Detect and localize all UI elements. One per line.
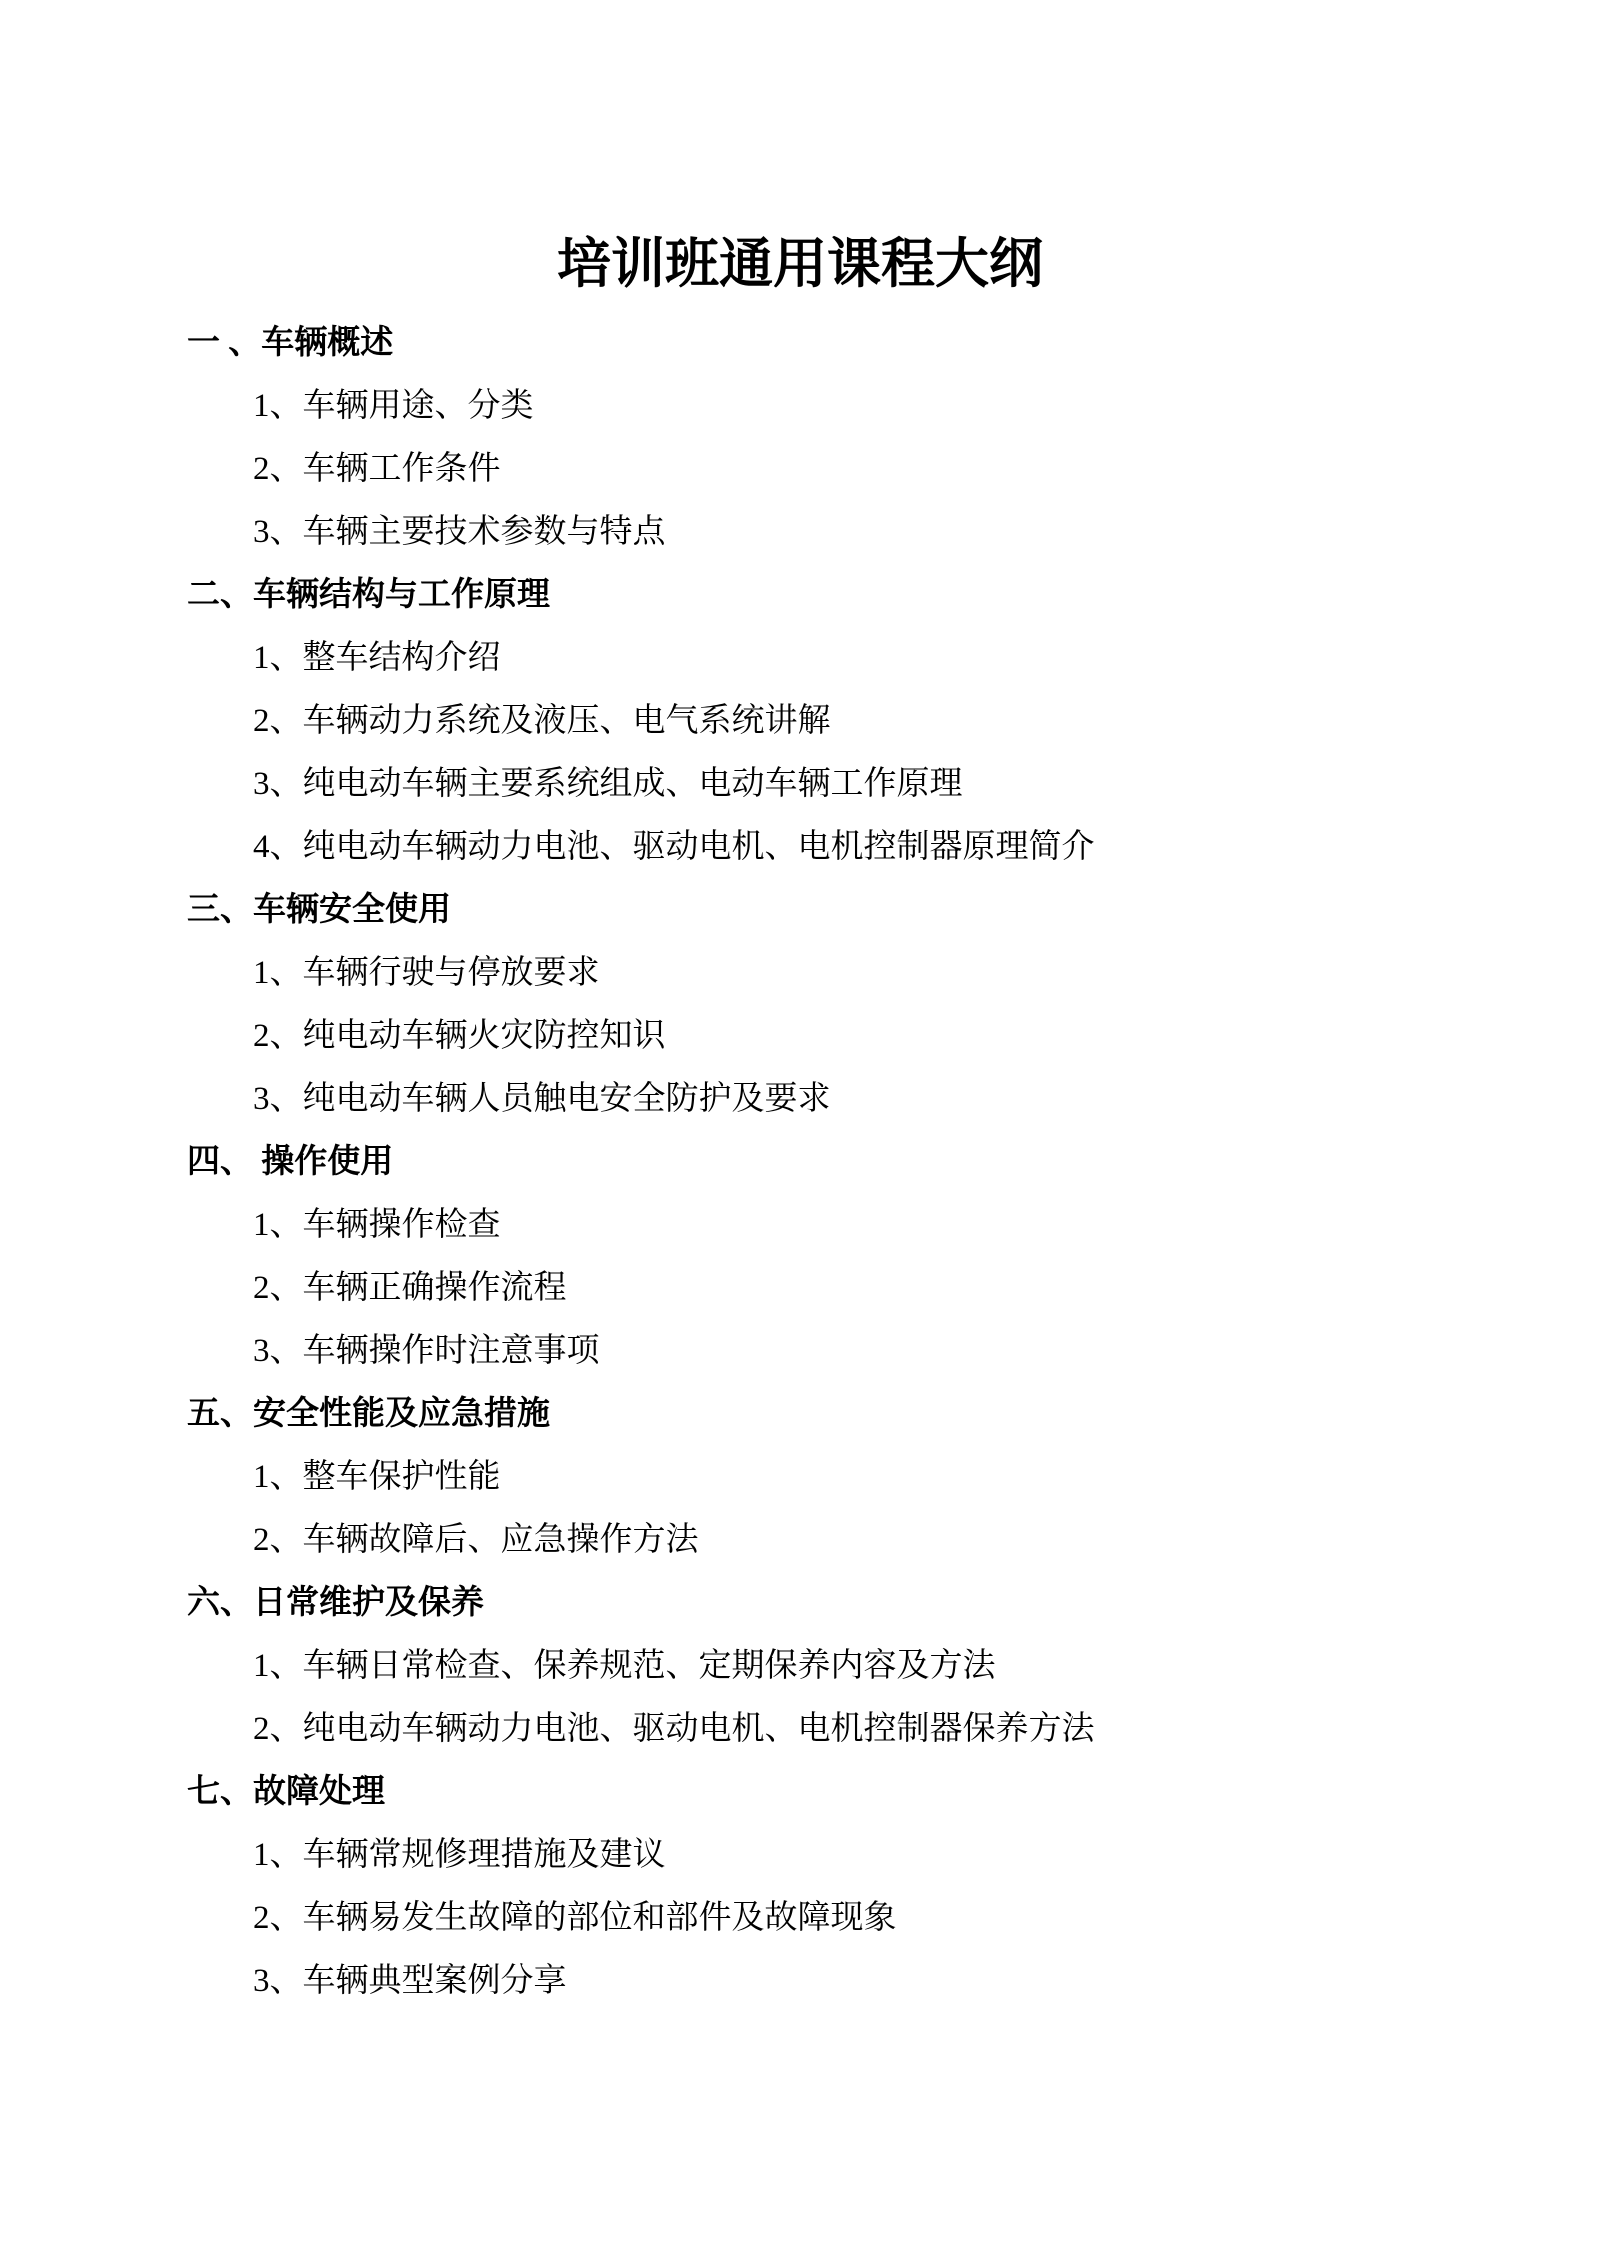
document-title: 培训班通用课程大纲 xyxy=(557,234,1043,294)
outline-item: 2、车辆正确操作流程 xyxy=(253,1270,567,1306)
outline-item: 4、纯电动车辆动力电池、驱动电机、电机控制器原理简介 xyxy=(253,829,1095,865)
outline-item: 3、车辆主要技术参数与特点 xyxy=(253,514,666,550)
outline-item: 2、车辆工作条件 xyxy=(253,451,501,487)
outline-item: 2、车辆故障后、应急操作方法 xyxy=(253,1522,699,1558)
outline-item: 3、纯电动车辆人员触电安全防护及要求 xyxy=(253,1081,831,1117)
outline-item: 1、整车保护性能 xyxy=(253,1459,501,1495)
outline-item: 2、车辆动力系统及液压、电气系统讲解 xyxy=(253,703,831,739)
section-heading-1: 一 、车辆概述 xyxy=(187,325,394,361)
outline-item: 1、车辆日常检查、保养规范、定期保养内容及方法 xyxy=(253,1648,996,1684)
section-heading-4: 四、 操作使用 xyxy=(187,1144,394,1180)
course-outline xyxy=(0,295,1600,2013)
section-heading-2: 二、车辆结构与工作原理 xyxy=(187,577,550,613)
outline-item: 2、车辆易发生故障的部位和部件及故障现象 xyxy=(253,1900,897,1936)
outline-item: 2、纯电动车辆动力电池、驱动电机、电机控制器保养方法 xyxy=(253,1711,1095,1747)
outline-item: 2、纯电动车辆火灾防控知识 xyxy=(253,1018,666,1054)
section-heading-7: 七、故障处理 xyxy=(187,1774,385,1810)
outline-item: 3、车辆典型案例分享 xyxy=(253,1963,567,1999)
outline-item: 1、车辆用途、分类 xyxy=(253,388,534,424)
outline-item: 3、车辆操作时注意事项 xyxy=(253,1333,600,1369)
outline-item: 1、整车结构介绍 xyxy=(253,640,501,676)
outline-item: 1、车辆常规修理措施及建议 xyxy=(253,1837,666,1873)
outline-item: 1、车辆行驶与停放要求 xyxy=(253,955,600,991)
outline-item: 3、纯电动车辆主要系统组成、电动车辆工作原理 xyxy=(253,766,963,802)
section-heading-6: 六、日常维护及保养 xyxy=(187,1585,484,1621)
outline-item: 1、车辆操作检查 xyxy=(253,1207,501,1243)
section-heading-5: 五、安全性能及应急措施 xyxy=(187,1396,550,1432)
section-heading-3: 三、车辆安全使用 xyxy=(187,892,451,928)
